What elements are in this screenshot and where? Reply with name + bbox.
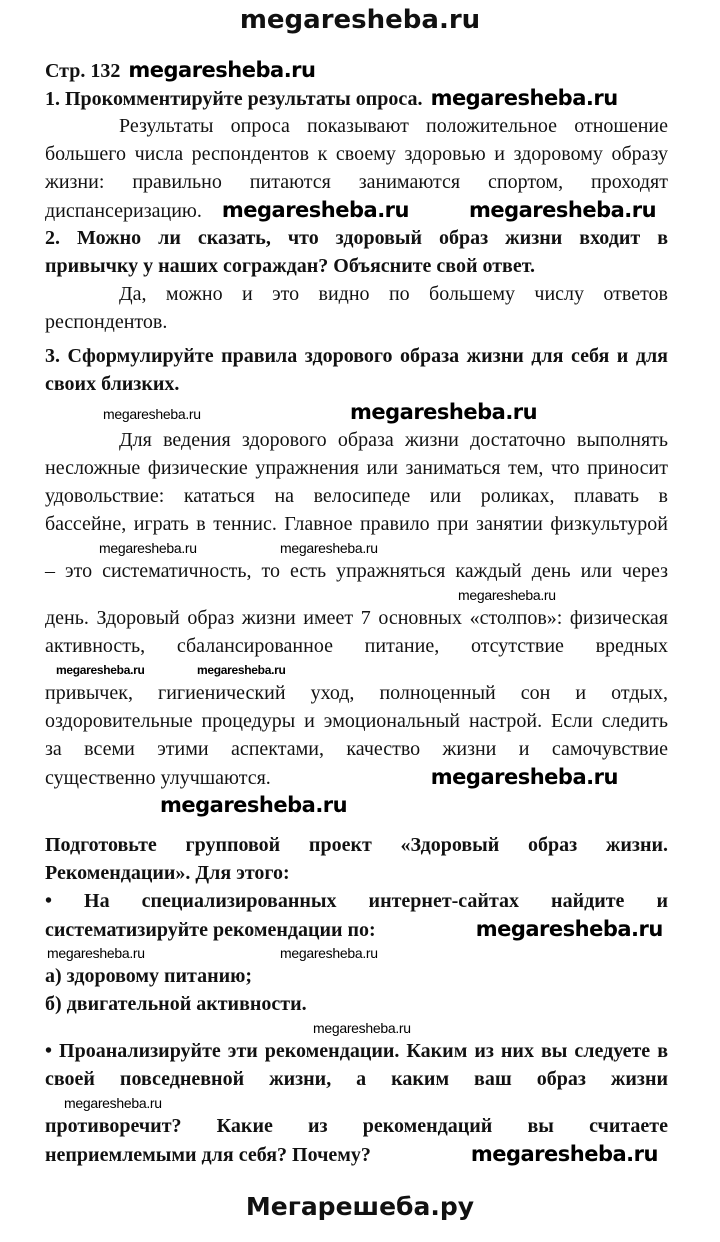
answer-line-row xyxy=(45,198,668,222)
project-line: неприемлемыми для себя? Почему? xyxy=(45,1144,371,1166)
answer-line: удовольствие: кататься на велосипеде или роликах, плавать в xyxy=(45,485,668,507)
answer-line: за всеми этими аспектами, качество жизни и самочувствие xyxy=(45,738,668,760)
site-footer: Мегарешеба.ру xyxy=(245,1192,475,1221)
project-line: систематизируйте рекомендации по: xyxy=(45,919,376,941)
project-line: • На специализированных интернет-сайтах найдите и xyxy=(45,890,668,912)
project-line: своей повседневной жизни, а каким ваш образ жизни xyxy=(45,1068,668,1090)
site-header: megaresheba.ru xyxy=(239,5,481,35)
project-line: Рекомендации». Для этого: xyxy=(45,862,290,884)
question-1: 1. Прокомментируйте результаты опроса. xyxy=(45,88,423,110)
answer-line: большего числа респондентов к своему здоровью и здоровому образу xyxy=(45,143,668,165)
watermark-row xyxy=(45,540,668,556)
page-label: Стр. 132 xyxy=(45,60,121,82)
answer-line: день. Здоровый образ жизни имеет 7 основных «столпов»: физическая xyxy=(45,607,668,629)
project-line: Подготовьте групповой проект «Здоровый образ жизни. xyxy=(45,834,668,856)
question-2: привычку у наших сограждан? Объясните свой ответ. xyxy=(45,255,536,277)
watermark: megaresheba.ru xyxy=(47,945,145,961)
answer-line: несложные физические упражнения или заниматься тем, что приносит xyxy=(45,457,668,479)
watermark: megaresheba.ru xyxy=(56,663,145,677)
question-1-row xyxy=(45,86,668,110)
project-line: противоречит? Какие из рекомендаций вы считаете xyxy=(45,1115,668,1137)
answer-line: жизни: правильно питаются занимаются спортом, проходят xyxy=(45,171,668,193)
watermark: megaresheba.ru xyxy=(103,406,201,422)
answer-line: активность, сбалансированное питание, отсутствие вредных xyxy=(45,635,668,657)
watermark-row xyxy=(45,1095,668,1111)
watermark: megaresheba.ru xyxy=(458,587,556,603)
answer-line-row xyxy=(45,765,668,789)
question-3: 3. Сформулируйте правила здорового образа жизни для себя и для xyxy=(45,345,668,367)
project-line-row xyxy=(45,1142,668,1166)
watermark: megaresheba.ru xyxy=(350,400,538,424)
answer-line: диспансеризацию. xyxy=(45,200,202,222)
answer-line: оздоровительные процедуры и эмоциональный настрой. Если следить xyxy=(45,710,668,732)
watermark: megaresheba.ru xyxy=(197,663,286,677)
watermark-row xyxy=(45,945,668,961)
watermark-row xyxy=(45,1020,668,1036)
answer-line: – это систематичность, то есть упражняться каждый день или через xyxy=(45,560,668,582)
watermark-row xyxy=(45,793,668,818)
watermark: megaresheba.ru xyxy=(64,1095,162,1111)
question-2: 2. Можно ли сказать, что здоровый образ жизни входит в xyxy=(45,227,668,249)
project-line: а) здоровому питанию; xyxy=(45,965,253,987)
answer-line: Результаты опроса показывают положительное отношение xyxy=(119,115,668,137)
question-3: своих близких. xyxy=(45,373,180,395)
answer-line: привычек, гигиенический уход, полноценный сон и отдых, xyxy=(45,682,668,704)
answer-line: бассейне, играть в теннис. Главное правило при занятии физкультурой xyxy=(45,513,668,535)
answer-line: Да, можно и это видно по большему числу ответов xyxy=(119,283,668,305)
watermark: megaresheba.ru xyxy=(128,58,316,82)
answer-line: респондентов. xyxy=(45,311,168,333)
watermark: megaresheba.ru xyxy=(468,198,657,222)
answer-line: Для ведения здорового образа жизни достаточно выполнять xyxy=(119,429,668,451)
answer-line: существенно улучшаются. xyxy=(45,767,271,789)
watermark-row xyxy=(45,587,668,603)
watermark: megaresheba.ru xyxy=(475,917,663,941)
watermark-row xyxy=(45,662,668,678)
page-label-row xyxy=(45,58,668,82)
watermark: megaresheba.ru xyxy=(430,86,618,110)
watermark: megaresheba.ru xyxy=(280,540,378,556)
watermark-row xyxy=(45,400,668,425)
project-line-row xyxy=(45,917,668,941)
project-line: • Проанализируйте эти рекомендации. Каким из них вы следуете в xyxy=(45,1040,668,1062)
watermark: megaresheba.ru xyxy=(313,1020,411,1036)
watermark: megaresheba.ru xyxy=(280,945,378,961)
project-line: б) двигательной активности. xyxy=(45,993,307,1015)
watermark: megaresheba.ru xyxy=(470,1142,658,1166)
watermark: megaresheba.ru xyxy=(221,198,409,222)
watermark: megaresheba.ru xyxy=(430,765,618,789)
watermark: megaresheba.ru xyxy=(99,540,197,556)
watermark: megaresheba.ru xyxy=(160,793,348,817)
